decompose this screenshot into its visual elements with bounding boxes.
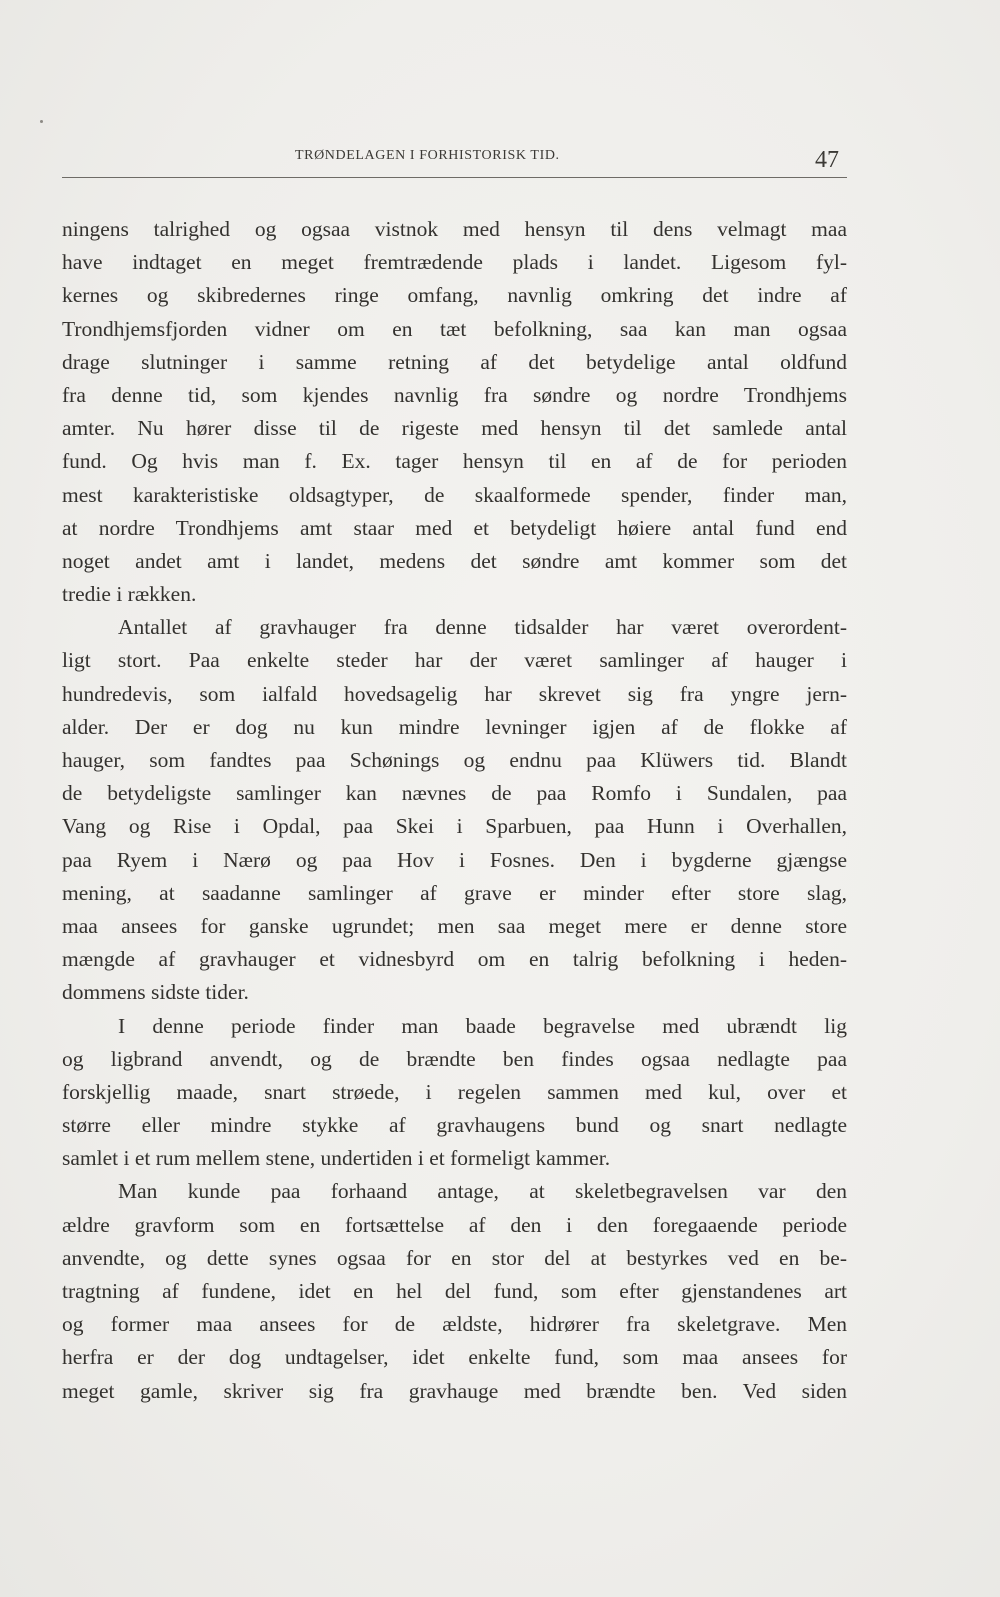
text-line: Vang og Rise i Opdal, paa Skei i Sparbuen, paa Hunn i Overhallen, <box>62 814 847 839</box>
text-line: de betydeligste samlinger kan nævnes de paa Romfo i Sundalen, paa <box>62 781 847 806</box>
text-line: fund. Og hvis man f. Ex. tager hensyn til en af de for perioden <box>62 449 847 474</box>
text-line: I denne periode finder man baade begravelse med ubrændt lig <box>118 1013 847 1038</box>
text-line: ældre gravform som en fortsættelse af den i den foregaaende periode <box>62 1212 847 1237</box>
text-line: kernes og skibredernes ringe omfang, navnlig omkring det indre af <box>62 283 847 308</box>
text-line: og ligbrand anvendt, og de brændte ben findes ogsaa nedlagte paa <box>62 1046 847 1071</box>
text-line: fra denne tid, som kjendes navnlig fra søndre og nordre Trondhjems <box>62 382 847 407</box>
page-number: 47 <box>815 147 839 173</box>
text-line: drage slutninger i samme retning af det betydelige antal oldfund <box>62 349 847 374</box>
text-line: mængde af gravhauger et vidnesbyrd om en talrig befolkning i heden- <box>62 947 847 972</box>
text-line: hundredevis, som ialfald hovedsagelig har skrevet sig fra yngre jern- <box>62 681 847 706</box>
text-line: samlet i et rum mellem stene, undertiden i et formeligt kammer. <box>62 1146 611 1171</box>
text-line: ningens talrighed og ogsaa vistnok med hensyn til dens velmagt maa <box>62 217 847 241</box>
body-text <box>62 213 847 1408</box>
text-line: maa ansees for ganske ugrundet; men saa meget mere er denne store <box>62 913 847 938</box>
running-header <box>62 143 847 178</box>
text-line: amter. Nu hører disse til de rigeste med hensyn til det samlede antal <box>62 416 847 441</box>
text-line: forskjellig maade, snart strøede, i regelen sammen med kul, over et <box>62 1079 847 1104</box>
text-line: hauger, som fandtes paa Schønings og endnu paa Klüwers tid. Blandt <box>62 748 847 772</box>
text-line: at nordre Trondhjems amt staar med et betydeligt høiere antal fund end <box>62 515 847 540</box>
text-line: ligt stort. Paa enkelte steder har der været samlinger af hauger i <box>62 648 847 673</box>
text-line: og former maa ansees for de ældste, hidrører fra skeletgrave. Men <box>62 1312 847 1337</box>
text-line: paa Ryem i Nærø og paa Hov i Fosnes. Den i bygderne gjængse <box>62 847 847 872</box>
text-line: større eller mindre stykke af gravhaugens bund og snart nedlagte <box>62 1113 847 1138</box>
text-line: noget andet amt i landet, medens det søndre amt kommer som det <box>62 548 847 573</box>
text-line: mening, at saadanne samlinger af grave er minder efter store slag, <box>62 880 847 905</box>
text-line: Trondhjemsfjorden vidner om en tæt befolkning, saa kan man ogsaa <box>62 316 847 341</box>
running-title: TRØNDELAGEN I FORHISTORISK TID. <box>295 148 560 163</box>
text-line: alder. Der er dog nu kun mindre levninger igjen af de flokke af <box>62 714 847 739</box>
text-line: have indtaget en meget fremtrædende plads i landet. Ligesom fyl- <box>62 250 847 275</box>
text-line: dommens sidste tider. <box>62 980 249 1005</box>
text-line: mest karakteristiske oldsagtyper, de skaalformede spender, finder man, <box>62 482 847 507</box>
text-line: tragtning af fundene, idet en hel del fund, som efter gjenstandenes art <box>62 1279 847 1303</box>
text-line: meget gamle, skriver sig fra gravhauge med brændte ben. Ved siden <box>62 1378 847 1403</box>
text-line: Man kunde paa forhaand antage, at skeletbegravelsen var den <box>118 1179 847 1204</box>
text-line: Antallet af gravhauger fra denne tidsalder har været overordent- <box>118 615 847 640</box>
text-line: tredie i rækken. <box>62 582 197 607</box>
text-line: herfra er der dog undtagelser, idet enkelte fund, som maa ansees for <box>62 1345 847 1370</box>
text-line: anvendte, og dette synes ogsaa for en stor del at bestyrkes ved en be- <box>62 1245 847 1270</box>
paper-speck <box>40 120 43 123</box>
